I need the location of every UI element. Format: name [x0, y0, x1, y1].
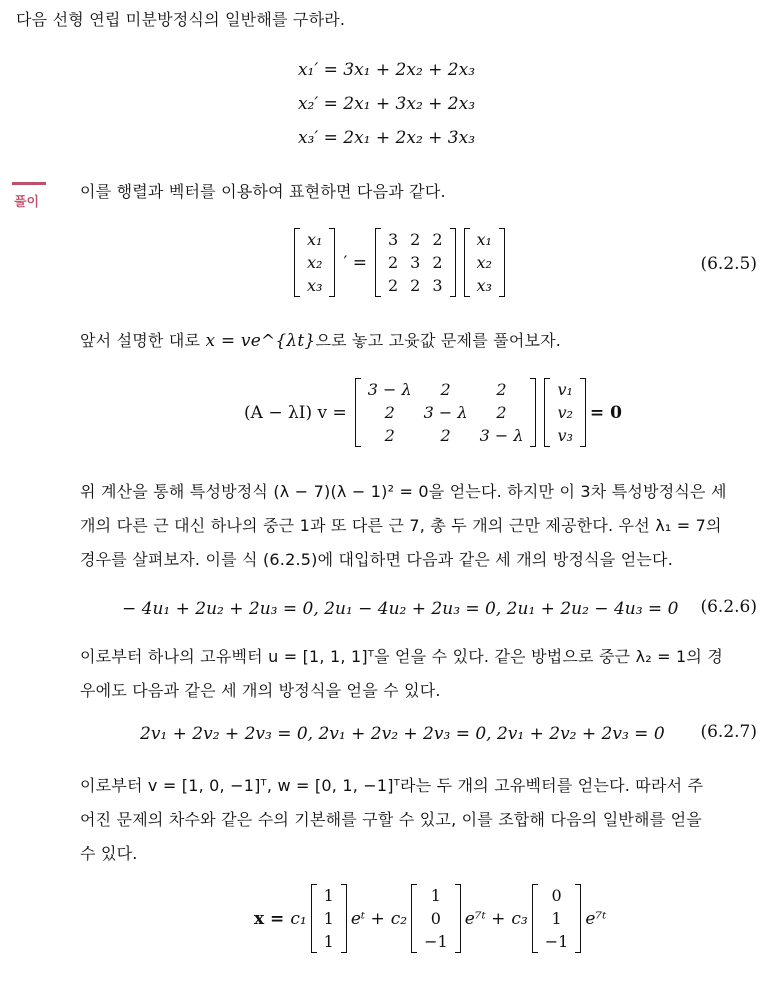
matrix-entry: 2: [387, 253, 399, 272]
general-solution: [254, 884, 606, 953]
equation-6-2-7: 2v₁ + 2v₂ + 2v₃ = 0, 2v₁ + 2v₂ + 2v₃ = 0, 2v₁ + 2v₂ + 2v₃ = 0: [140, 724, 665, 744]
paragraph-2-pre: 앞서 설명한 대로: [80, 331, 206, 350]
coef-c1: c₁: [290, 908, 307, 929]
equation-number-6-2-5: (6.2.5): [700, 254, 757, 274]
equation-6-2-6: − 4u₁ + 2u₂ + 2u₃ = 0, 2u₁ − 4u₂ + 2u₃ = 0, 2u₁ + 2u₂ − 4u₃ = 0: [122, 599, 679, 619]
matrix-entry: 3 − λ: [367, 380, 412, 399]
matrix-entry: 2: [410, 276, 421, 295]
matrix-entry: 1: [430, 886, 441, 905]
matrix-entry: 1: [551, 909, 562, 928]
matrix-entry: 1: [323, 886, 334, 905]
solution-tag: 풀이: [14, 195, 40, 210]
state-vector-rhs: [464, 228, 505, 297]
problem-statement: 다음 선형 연립 미분방정식의 일반해를 구하라.: [16, 10, 346, 29]
eigen-rhs: = 0: [589, 402, 622, 423]
matrix-entry: x₂: [476, 253, 492, 272]
matrix-entry: 3 − λ: [479, 426, 524, 445]
matrix-entry: v₁: [557, 380, 573, 399]
matrix-entry: x₁: [476, 230, 492, 249]
matrix-entry: x₂: [307, 253, 323, 272]
matrix-entry: 3: [432, 276, 443, 295]
matrix-entry: v₃: [557, 426, 573, 445]
equation-6-2-5: x₁ x₂ x₃ ′ = 3 2 2 2 3 2 2 2 3 x₁ x₂ x₃: [290, 228, 509, 297]
matrix-entry: 2: [496, 380, 507, 399]
equation-number-6-2-7: (6.2.7): [700, 722, 757, 742]
paragraph-2: [80, 329, 561, 353]
basis-vector-1: [311, 884, 347, 953]
coef-c3: c₃: [511, 908, 528, 929]
matrix-entry: v₂: [557, 403, 573, 422]
exp-term-2: e⁷ᵗ +: [464, 908, 506, 929]
exp-term-3: e⁷ᵗ: [585, 908, 607, 929]
paragraph-2-math: x = ve^{λt}: [205, 331, 316, 351]
paragraph-4-line-2: 우에도 다음과 같은 세 개의 방정식을 얻을 수 있다.: [80, 681, 441, 700]
matrix-entry: x₁: [307, 230, 323, 249]
matrix-entry: 0: [551, 886, 562, 905]
matrix-entry: 2: [432, 230, 443, 249]
matrix-entry: 2: [496, 403, 507, 422]
matrix-entry: x₃: [476, 276, 492, 295]
matrix-entry: 2: [440, 380, 451, 399]
matrix-entry: 2: [384, 426, 395, 445]
paragraph-5-line-1: 이로부터 v = [1, 0, −1]ᵀ, w = [0, 1, −1]ᵀ라는 두 개의 고유벡터를 얻는다. 따라서 주: [80, 776, 704, 795]
general-x: x =: [254, 908, 285, 929]
system-eq-3: x₃′ = 2x₁ + 2x₂ + 3x₃: [297, 128, 476, 148]
paragraph-1: 이를 행렬과 벡터를 이용하여 표현하면 다음과 같다.: [80, 182, 446, 201]
eigen-matrix: [355, 378, 537, 447]
matrix-entry: 3: [387, 230, 399, 249]
equation-number-6-2-6: (6.2.6): [700, 597, 757, 617]
exp-term-1: eᵗ +: [350, 908, 385, 929]
matrix-entry: 1: [323, 932, 334, 951]
matrix-entry: −1: [424, 932, 448, 951]
paragraph-5-line-3: 수 있다.: [80, 844, 138, 863]
matrix-entry: 0: [430, 909, 441, 928]
paragraph-2-post: 으로 놓고 고윳값 문제를 풀어보자.: [315, 331, 562, 350]
matrix-entry: 2: [432, 253, 443, 272]
paragraph-4-line-1: 이로부터 하나의 고유벡터 u = [1, 1, 1]ᵀ을 얻을 수 있다. 같은 방법으로 중근 λ₂ = 1의 경: [80, 647, 724, 666]
paragraph-3-line-1: 위 계산을 통해 특성방정식 (λ − 7)(λ − 1)² = 0을 얻는다. 하지만 이 3차 특성방정식은 세: [80, 482, 727, 501]
matrix-entry: 2: [410, 230, 421, 249]
matrix-entry: 2: [387, 276, 399, 295]
matrix-entry: 3 − λ: [423, 403, 468, 422]
system-eq-1: x₁′ = 3x₁ + 2x₂ + 2x₃: [297, 60, 476, 80]
matrix-entry: x₃: [307, 276, 323, 295]
paragraph-5-line-2: 어진 문제의 차수와 같은 수의 기본해를 구할 수 있고, 이를 조합해 다음의 일반해를 얻을: [80, 810, 702, 829]
paragraph-3-line-2: 개의 다른 근 대신 하나의 중근 1과 또 다른 근 7, 총 두 개의 근만 제공한다. 우선 λ₁ = 7의: [80, 516, 722, 535]
matrix-entry: 2: [440, 426, 451, 445]
paragraph-3-line-3: 경우를 살펴보자. 이를 식 (6.2.5)에 대입하면 다음과 같은 세 개의 방정식을 얻는다.: [80, 550, 673, 569]
coefficient-matrix: [375, 228, 456, 297]
basis-vector-2: [411, 884, 461, 953]
matrix-entry: 2: [384, 403, 395, 422]
eigen-lhs: (A − λI) v =: [244, 402, 347, 423]
matrix-entry: −1: [544, 932, 569, 951]
state-vector: [294, 228, 335, 297]
matrix-entry: 1: [323, 909, 334, 928]
basis-vector-3: [532, 884, 582, 953]
solution-marker-bar: [12, 182, 46, 185]
eigen-equation: [244, 378, 622, 447]
matrix-entry: 3: [410, 253, 421, 272]
eigen-vector: [544, 378, 585, 447]
coef-c2: c₂: [390, 908, 408, 929]
system-eq-2: x₂′ = 2x₁ + 3x₂ + 2x₃: [297, 94, 476, 114]
